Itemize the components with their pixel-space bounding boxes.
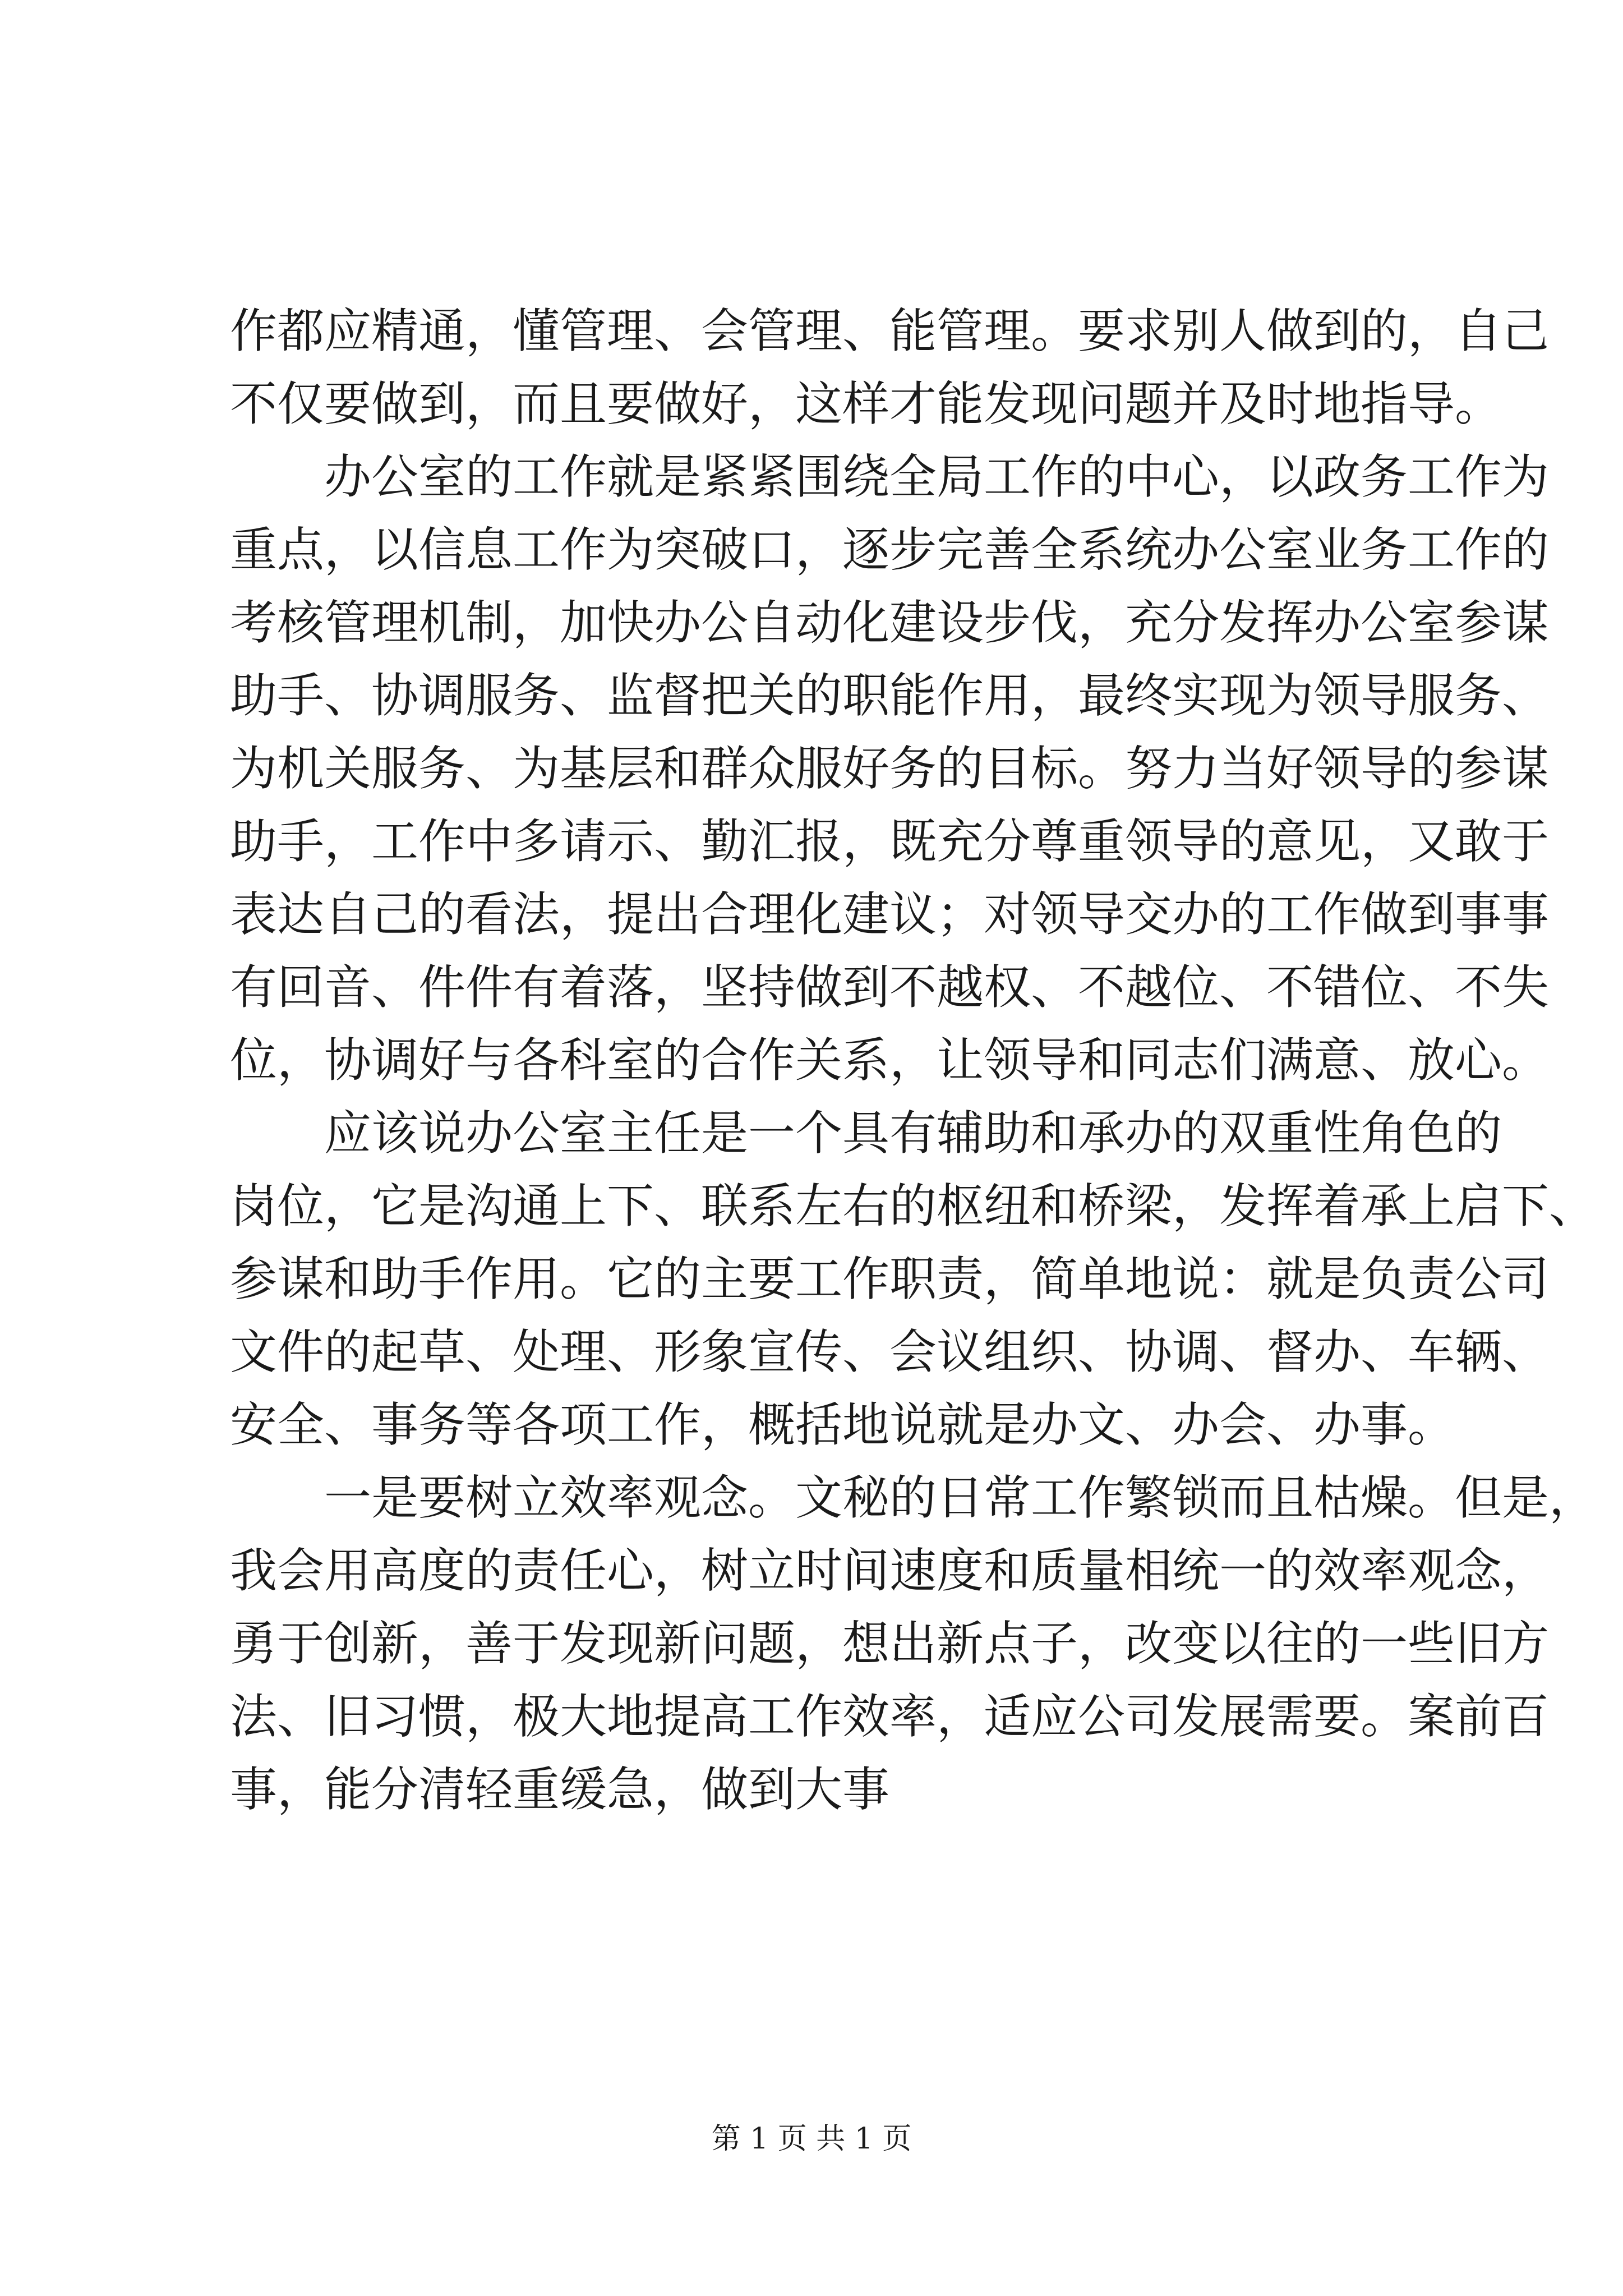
text-line: 表达自己的看法，提出合理化建议；对领导交办的工作做到事事 [230,887,1550,942]
text-line: 安全、事务等各项工作，概括地说就是办文、办会、办事。 [230,1397,1455,1452]
text-line: 事，能分清轻重缓急，做到大事 [230,1762,890,1817]
text-line: 参谋和助手作用。它的主要工作职责，简单地说：就是负责公司 [230,1251,1550,1306]
page-number-label: 第 1 页 共 1 页 [711,2122,912,2156]
paragraph-start-line: 应该说办公室主任是一个具有辅助和承办的双重性角色的 [324,1106,1502,1161]
page-footer [0,2115,1623,2157]
text-line: 文件的起草、处理、形象宣传、会议组织、协调、督办、车辆、 [230,1324,1550,1379]
text-line: 助手、协调服务、监督把关的职能作用，最终实现为领导服务、 [230,668,1550,723]
text-line: 位，协调好与各科室的合作关系，让领导和同志们满意、放心。 [230,1033,1550,1088]
text-line: 不仅要做到，而且要做好，这样才能发现问题并及时地指导。 [230,376,1502,431]
document-body [230,295,1597,1826]
text-line: 考核管理机制，加快办公自动化建设步伐，充分发挥办公室参谋 [230,595,1550,650]
paragraph-start-line: 一是要树立效率观念。文秘的日常工作繁锁而且枯燥。但是， [324,1470,1597,1525]
paragraph-start-line: 办公室的工作就是紧紧围绕全局工作的中心，以政务工作为 [324,449,1550,504]
text-line: 作都应精通，懂管理、会管理、能管理。要求别人做到的，自己 [230,303,1550,358]
text-line: 助手，工作中多请示、勤汇报，既充分尊重领导的意见，又敢于 [230,814,1550,869]
text-line: 勇于创新，善于发现新问题，想出新点子，改变以往的一些旧方 [230,1616,1550,1671]
text-line: 我会用高度的责任心，树立时间速度和质量相统一的效率观念， [230,1543,1550,1598]
text-line: 为机关服务、为基层和群众服好务的目标。努力当好领导的参谋 [230,741,1550,796]
text-line: 法、旧习惯，极大地提高工作效率，适应公司发展需要。案前百 [230,1689,1550,1744]
text-line: 岗位，它是沟通上下、联系左右的枢纽和桥梁，发挥着承上启下、 [230,1179,1597,1234]
text-line: 重点，以信息工作为突破口，逐步完善全系统办公室业务工作的 [230,522,1550,577]
text-line: 有回音、件件有着落，坚持做到不越权、不越位、不错位、不失 [230,960,1550,1015]
